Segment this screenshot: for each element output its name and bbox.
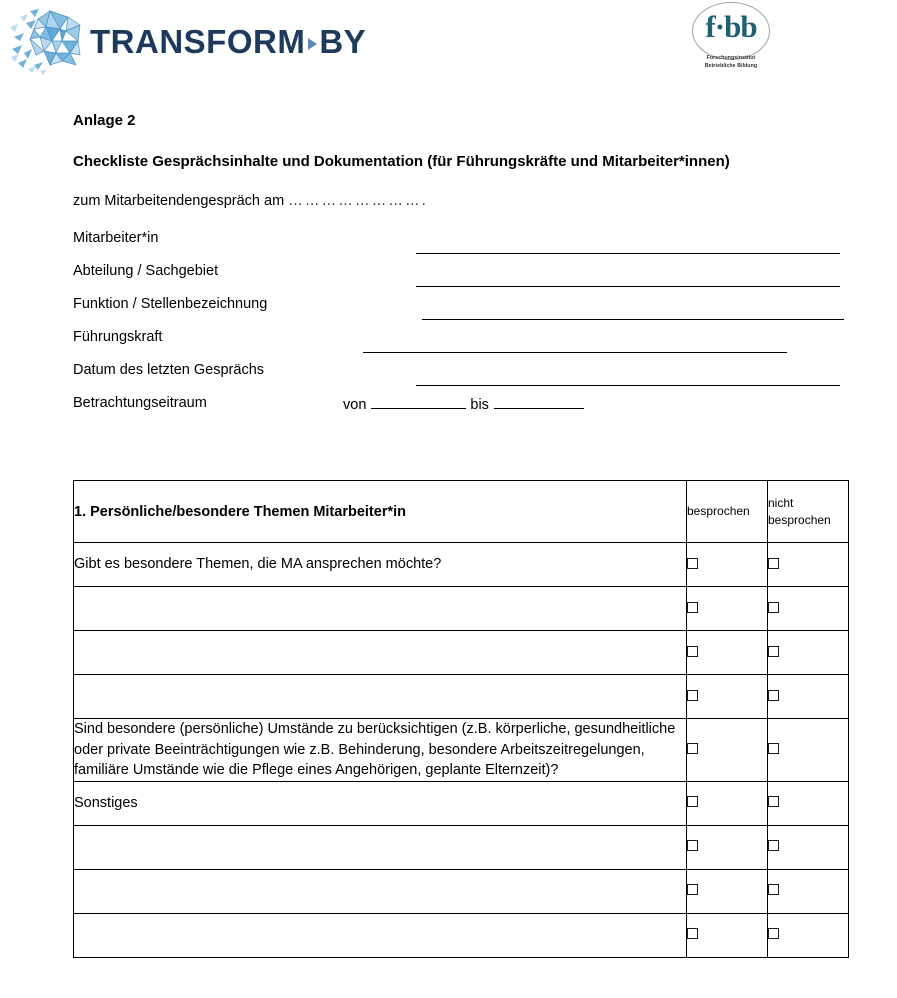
field-betrachtungszeitraum bbox=[73, 395, 853, 428]
period-to-label: bis bbox=[470, 397, 489, 414]
table-row bbox=[74, 543, 849, 587]
row-topic-text[interactable] bbox=[74, 825, 687, 869]
checkbox-icon[interactable] bbox=[687, 602, 698, 613]
document-body bbox=[73, 112, 853, 428]
row-topic-text[interactable] bbox=[74, 587, 687, 631]
field-label-funktion: Funktion / Stellenbezeichnung bbox=[73, 296, 268, 313]
column-header-besprochen: besprochen bbox=[687, 481, 768, 543]
field-funktion bbox=[73, 296, 853, 329]
checklist-header-row bbox=[74, 481, 849, 543]
row-checkbox-besprochen[interactable] bbox=[687, 587, 768, 631]
table-row bbox=[74, 869, 849, 913]
checklist-table bbox=[73, 480, 849, 958]
period-from-input[interactable] bbox=[371, 395, 466, 409]
field-input-mitarbeiterin[interactable] bbox=[416, 253, 840, 254]
field-fuehrungskraft bbox=[73, 329, 853, 362]
row-checkbox-nicht-besprochen[interactable] bbox=[768, 825, 849, 869]
table-row bbox=[74, 587, 849, 631]
field-input-fuehrungskraft[interactable] bbox=[363, 352, 787, 353]
row-checkbox-nicht-besprochen[interactable] bbox=[768, 869, 849, 913]
checkbox-icon[interactable] bbox=[687, 928, 698, 939]
table-row bbox=[74, 825, 849, 869]
page-title: Checkliste Gesprächsinhalte und Dokumentation (für Führungskräfte und Mitarbeiter*innen) bbox=[73, 153, 730, 170]
checkbox-icon[interactable] bbox=[768, 796, 779, 807]
row-checkbox-nicht-besprochen[interactable] bbox=[768, 543, 849, 587]
meeting-date-blank[interactable]: ……………………. bbox=[288, 193, 429, 209]
annex-label: Anlage 2 bbox=[73, 112, 136, 129]
row-checkbox-nicht-besprochen[interactable] bbox=[768, 719, 849, 782]
row-checkbox-nicht-besprochen[interactable] bbox=[768, 631, 849, 675]
document-header bbox=[0, 0, 897, 92]
fbb-subtitle-line1: Forschungsinstitut bbox=[706, 55, 756, 61]
checkbox-icon[interactable] bbox=[687, 796, 698, 807]
row-checkbox-besprochen[interactable] bbox=[687, 543, 768, 587]
column-header-nicht-line1: nicht bbox=[768, 496, 794, 511]
field-input-abteilung[interactable] bbox=[416, 286, 840, 287]
row-checkbox-nicht-besprochen[interactable] bbox=[768, 913, 849, 957]
table-row bbox=[74, 913, 849, 957]
checkbox-icon[interactable] bbox=[768, 840, 779, 851]
fbb-mark: f·bb bbox=[705, 9, 757, 44]
row-topic-text: Sind besondere (persönliche) Umstände zu berücksichtigen (z.B. körperliche, gesundheitliche oder private Beeinträchtigungen wie z.B. Behinderung, besondere Arbeitszeitregelungen, familiäre Umstände wie die Pflege eines Angehörigen, geplante Elternzeit)? bbox=[74, 719, 687, 782]
row-checkbox-nicht-besprochen[interactable] bbox=[768, 587, 849, 631]
row-topic-text[interactable] bbox=[74, 913, 687, 957]
period-from-label: von bbox=[343, 397, 367, 414]
checkbox-icon[interactable] bbox=[768, 884, 779, 895]
checkbox-icon[interactable] bbox=[687, 558, 698, 569]
wordmark-by: BY bbox=[319, 22, 367, 60]
meeting-date-text: zum Mitarbeitendengespräch am bbox=[73, 193, 285, 209]
checkbox-icon[interactable] bbox=[687, 743, 698, 754]
field-datum-letztes-gespraech bbox=[73, 362, 853, 395]
checkbox-icon[interactable] bbox=[687, 840, 698, 851]
row-checkbox-besprochen[interactable] bbox=[687, 675, 768, 719]
row-checkbox-besprochen[interactable] bbox=[687, 913, 768, 957]
transform-by-wordmark bbox=[90, 22, 367, 60]
table-row bbox=[74, 719, 849, 782]
field-label-mitarbeiterin: Mitarbeiter*in bbox=[73, 230, 159, 247]
field-label-datum-letztes-gespraech: Datum des letzten Gesprächs bbox=[73, 362, 265, 379]
row-topic-text: Sonstiges bbox=[74, 781, 687, 825]
field-label-fuehrungskraft: Führungskraft bbox=[73, 329, 163, 346]
field-input-funktion[interactable] bbox=[422, 319, 844, 320]
checklist-section-heading: 1. Persönliche/besondere Themen Mitarbeiter*in bbox=[74, 481, 687, 543]
row-checkbox-besprochen[interactable] bbox=[687, 825, 768, 869]
row-topic-text[interactable] bbox=[74, 631, 687, 675]
row-topic-text[interactable] bbox=[74, 869, 687, 913]
row-checkbox-besprochen[interactable] bbox=[687, 781, 768, 825]
period-inline-group bbox=[343, 395, 584, 413]
checkbox-icon[interactable] bbox=[768, 743, 779, 754]
field-mitarbeiterin bbox=[73, 230, 853, 263]
row-checkbox-besprochen[interactable] bbox=[687, 869, 768, 913]
row-topic-text[interactable] bbox=[74, 675, 687, 719]
table-row bbox=[74, 781, 849, 825]
wordmark-transform: TRANSFORM bbox=[90, 22, 306, 60]
field-label-abteilung: Abteilung / Sachgebiet bbox=[73, 263, 219, 280]
checkbox-icon[interactable] bbox=[687, 690, 698, 701]
field-label-betrachtungszeitraum: Betrachtungseitraum bbox=[73, 395, 207, 412]
row-checkbox-besprochen[interactable] bbox=[687, 631, 768, 675]
table-row bbox=[74, 631, 849, 675]
triangle-marker-icon bbox=[308, 38, 317, 50]
column-header-nicht-besprochen bbox=[768, 481, 849, 543]
period-to-input[interactable] bbox=[494, 395, 584, 409]
checkbox-icon[interactable] bbox=[687, 884, 698, 895]
field-abteilung bbox=[73, 263, 853, 296]
fbb-logo bbox=[676, 2, 786, 84]
table-row bbox=[74, 675, 849, 719]
fbb-subtitle-line2: Betriebliche Bildung bbox=[704, 63, 758, 70]
meeting-date-line bbox=[73, 193, 853, 210]
row-checkbox-nicht-besprochen[interactable] bbox=[768, 781, 849, 825]
checkbox-icon[interactable] bbox=[768, 690, 779, 701]
row-checkbox-nicht-besprochen[interactable] bbox=[768, 675, 849, 719]
transform-by-logo bbox=[10, 6, 367, 76]
field-input-datum-letztes-gespraech[interactable] bbox=[416, 385, 840, 386]
row-topic-text: Gibt es besondere Themen, die MA ansprechen möchte? bbox=[74, 543, 687, 587]
checkbox-icon[interactable] bbox=[768, 558, 779, 569]
row-checkbox-besprochen[interactable] bbox=[687, 719, 768, 782]
checkbox-icon[interactable] bbox=[768, 646, 779, 657]
checkbox-icon[interactable] bbox=[768, 928, 779, 939]
fragmented-polygon-head-logo bbox=[10, 7, 88, 75]
checkbox-icon[interactable] bbox=[687, 646, 698, 657]
column-header-nicht-line2: besprochen bbox=[768, 512, 831, 527]
checkbox-icon[interactable] bbox=[768, 602, 779, 613]
fbb-subtitle bbox=[676, 54, 786, 70]
